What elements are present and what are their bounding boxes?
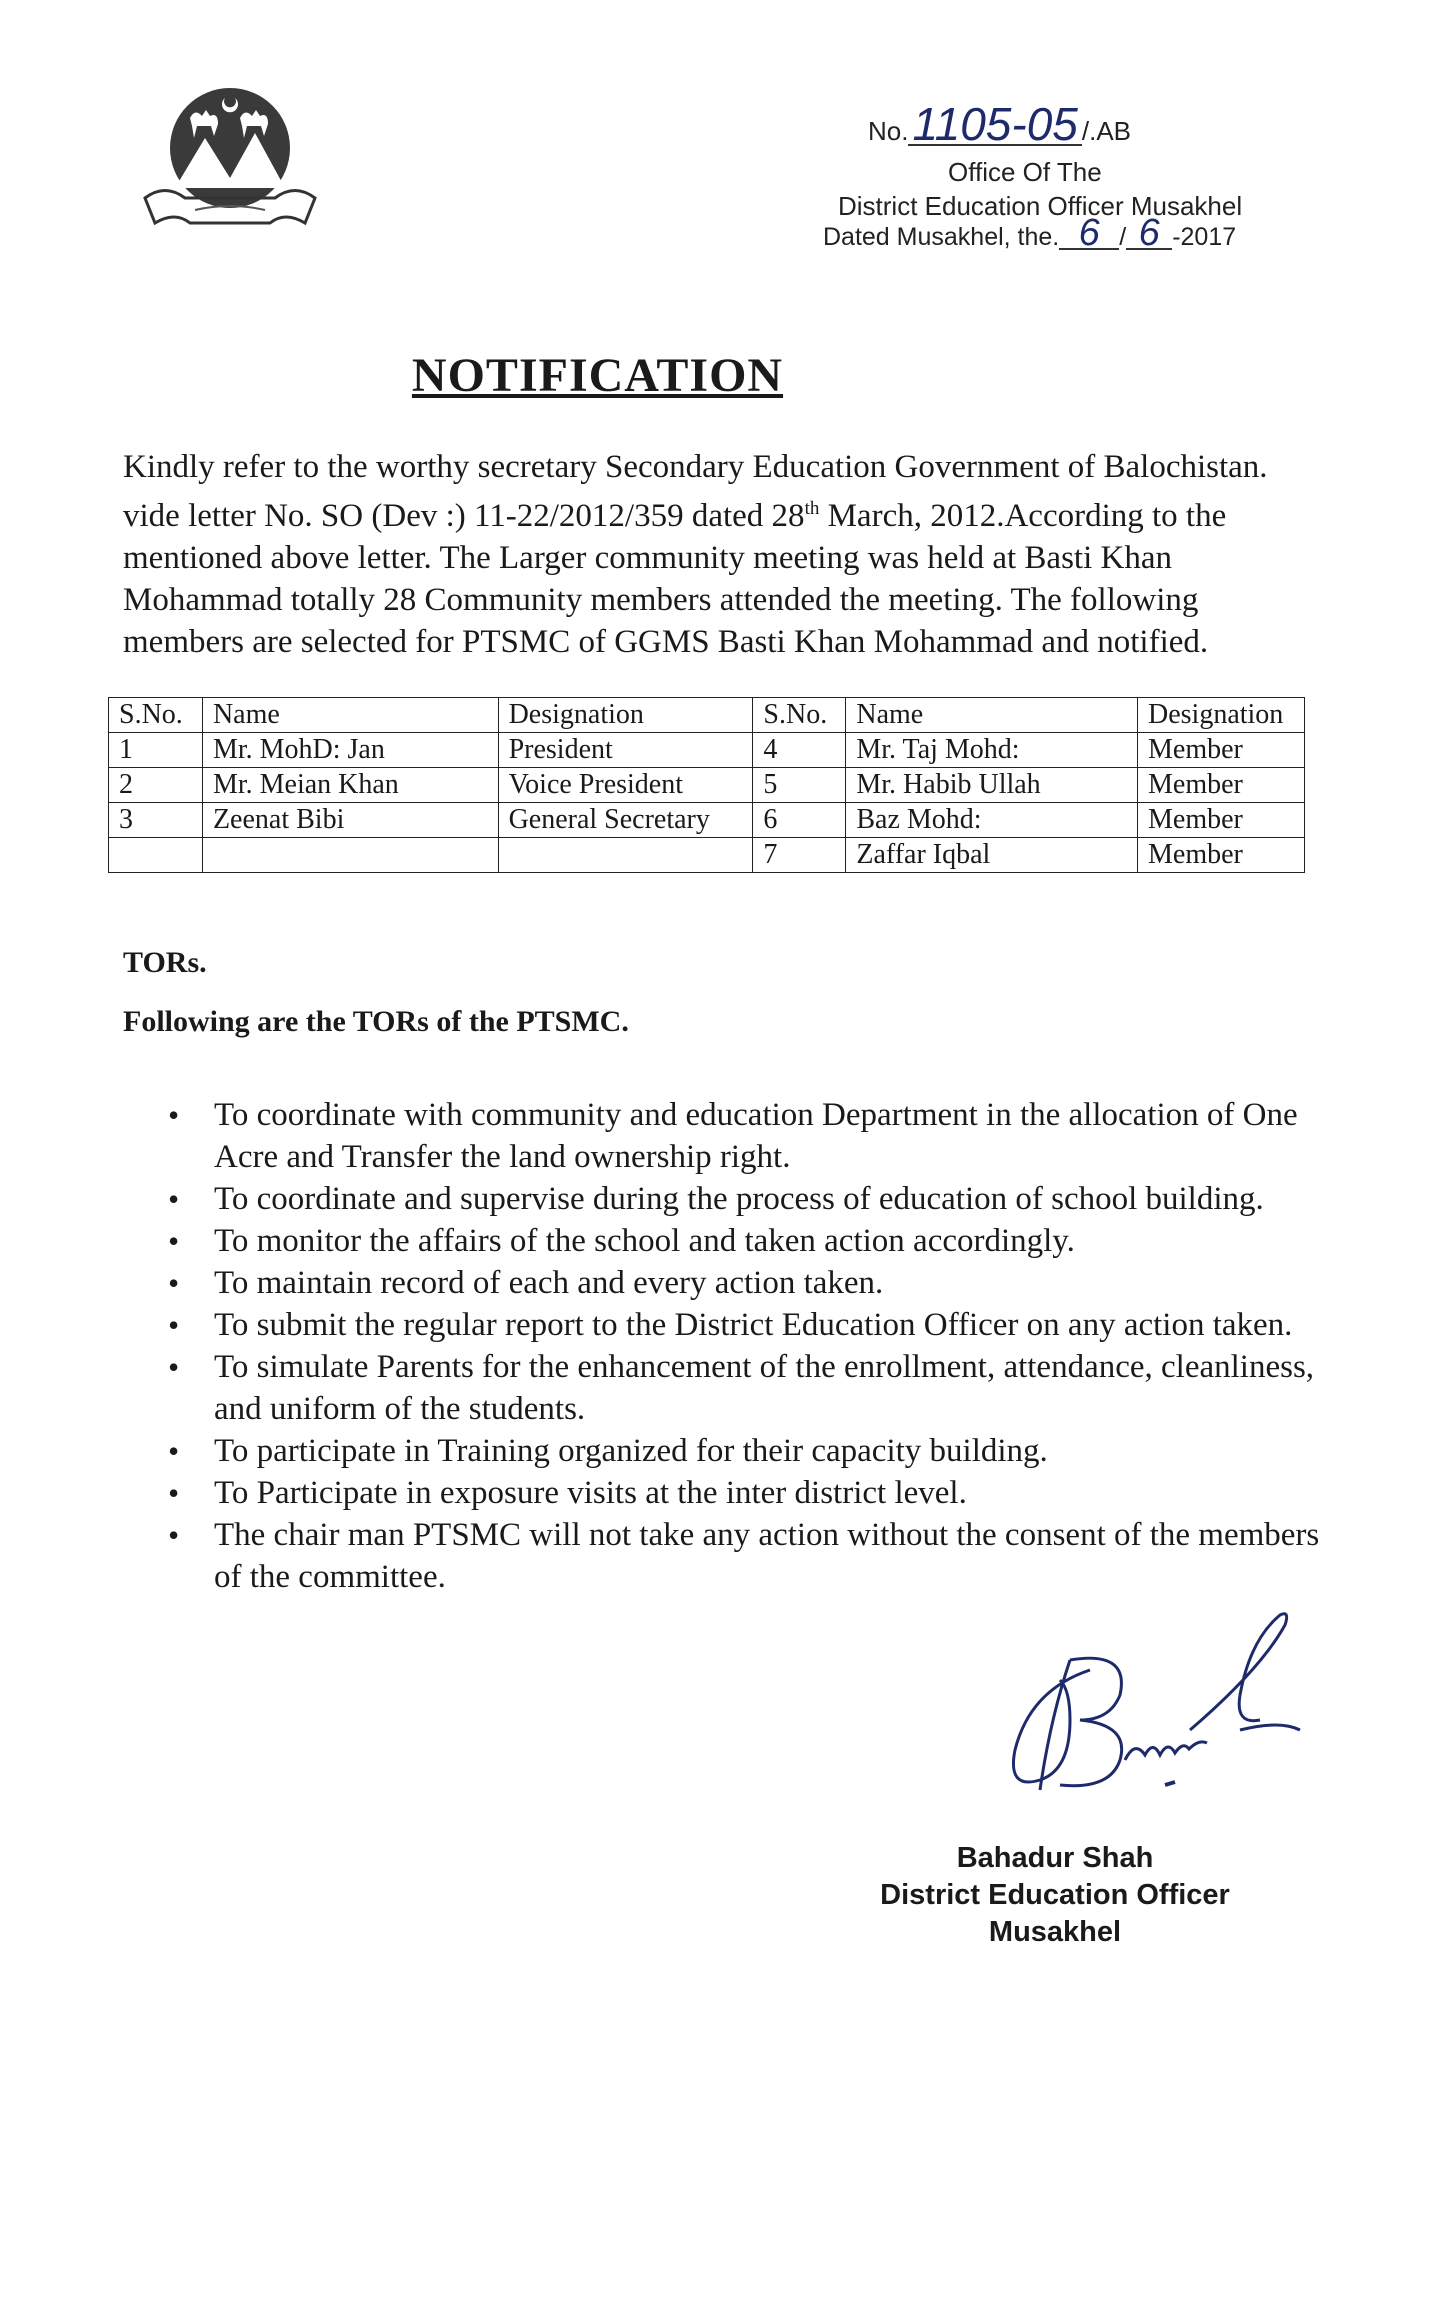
table-cell: Member (1138, 803, 1305, 838)
reference-number-line (868, 98, 1132, 150)
dated-day-handwritten: 6 (1059, 218, 1119, 250)
list-item: • The chair man PTSMC will not take any action without the consent of the members of the committee. (214, 1514, 1334, 1598)
table-cell (202, 838, 498, 873)
table-header-cell: Name (846, 698, 1138, 733)
list-item: • To simulate Parents for the enhancement of the enrollment, attendance, cleanliness, and uniform of the students. (214, 1346, 1334, 1430)
signatory-name: Bahadur Shah (956, 1842, 1154, 1874)
intro-text-part2: March, 2012.According to the mentioned above letter. The Larger community meeting was held at Basti Khan Mohammad totally 28 Community members attended the meeting. The following members are selected for PTSMC of GGMS Basti Khan Mohammad and notified. (123, 498, 1227, 660)
table-cell: President (498, 733, 753, 768)
members-table (108, 697, 1305, 873)
list-item: • To Participate in exposure visits at the inter district level. (214, 1472, 1334, 1514)
intro-text-part1: Kindly refer to the worthy secretary Secondary Education Government of Balochistan. vide letter No. SO (Dev :) 11-22/2012/359 dated 28 (123, 449, 1268, 534)
table-cell: 5 (753, 768, 846, 803)
table-cell (109, 838, 203, 873)
table-header-cell: Name (202, 698, 498, 733)
table-cell: Member (1138, 733, 1305, 768)
tors-heading: TORs. (123, 946, 207, 979)
table-header-cell: S.No. (109, 698, 203, 733)
table-cell: 6 (753, 803, 846, 838)
list-item: • To monitor the affairs of the school and taken action accordingly. (214, 1220, 1334, 1262)
table-row (109, 733, 1305, 768)
list-item: • To participate in Training organized for their capacity building. (214, 1430, 1334, 1472)
table-cell: Mr. MohD: Jan (202, 733, 498, 768)
table-cell (498, 838, 753, 873)
office-line-2: District Education Officer Musakhel (838, 191, 1243, 221)
table-cell: 3 (109, 803, 203, 838)
table-cell: Baz Mohd: (846, 803, 1138, 838)
table-cell: Member (1138, 768, 1305, 803)
tors-list (168, 1094, 1334, 1598)
table-row (109, 838, 1305, 873)
signatory-place: Musakhel (988, 1916, 1122, 1948)
table-cell: 1 (109, 733, 203, 768)
intro-paragraph (123, 446, 1273, 663)
table-header-cell: S.No. (753, 698, 846, 733)
table-cell: General Secretary (498, 803, 753, 838)
dated-month-handwritten: 6 (1126, 218, 1172, 250)
dated-line: Dated Musakhel, the. 6 / 6 -2017 (823, 212, 1237, 254)
reference-suffix: /.AB (1081, 116, 1132, 146)
table-header-cell: Designation (498, 698, 753, 733)
table-cell: Mr. Habib Ullah (846, 768, 1138, 803)
signatory-title: District Education Officer (880, 1879, 1230, 1911)
page-title: NOTIFICATION (411, 349, 784, 402)
table-cell: Mr. Meian Khan (202, 768, 498, 803)
list-item: • To coordinate and supervise during the process of education of school building. (214, 1178, 1334, 1220)
table-header-cell: Designation (1138, 698, 1305, 733)
table-cell: Member (1138, 838, 1305, 873)
table-cell: Voice President (498, 768, 753, 803)
table-cell: Zaffar Iqbal (846, 838, 1138, 873)
table-cell: 4 (753, 733, 846, 768)
government-emblem-logo (135, 78, 325, 253)
table-header-row (109, 698, 1305, 733)
intro-superscript: th (804, 498, 820, 519)
reference-prefix: No. (868, 116, 909, 146)
table-row (109, 803, 1305, 838)
list-item: • To coordinate with community and education Department in the allocation of One Acre and Transfer the land ownership right. (214, 1094, 1334, 1178)
table-cell: Zeenat Bibi (202, 803, 498, 838)
reference-number-handwritten: 1105-05 (908, 104, 1081, 146)
dated-year: -2017 (1172, 223, 1237, 251)
dated-prefix: Dated Musakhel, the. (823, 223, 1060, 251)
office-line-1: Office Of The (948, 157, 1102, 187)
list-item: • To maintain record of each and every action taken. (214, 1262, 1334, 1304)
table-cell: 7 (753, 838, 846, 873)
table-row (109, 768, 1305, 803)
table-cell: Mr. Taj Mohd: (846, 733, 1138, 768)
tors-subheading: Following are the TORs of the PTSMC. (123, 1005, 629, 1038)
handwritten-signature (920, 1590, 1400, 1810)
list-item: • To submit the regular report to the District Education Officer on any action taken. (214, 1304, 1334, 1346)
table-cell: 2 (109, 768, 203, 803)
